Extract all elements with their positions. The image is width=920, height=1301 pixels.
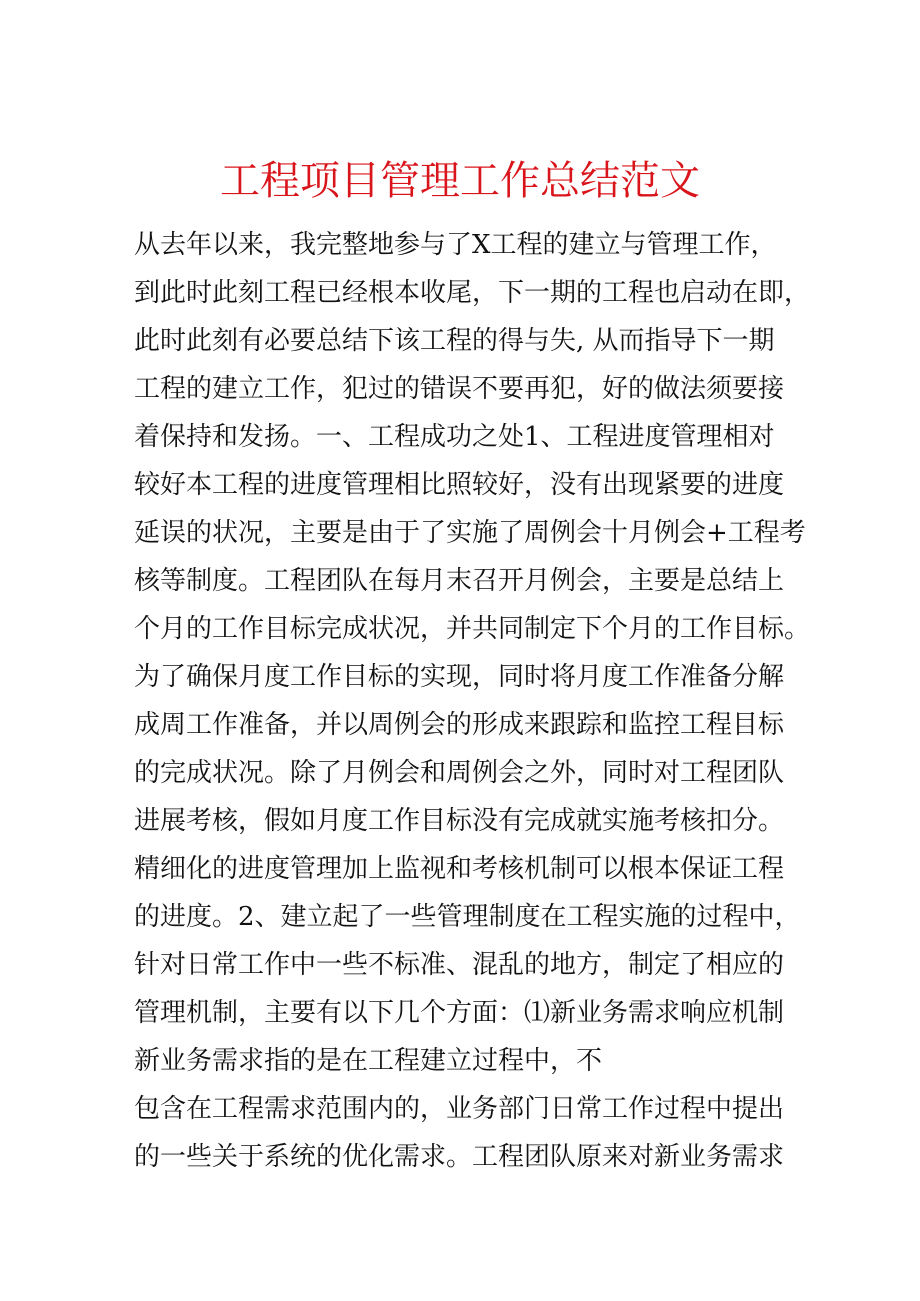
body-line: 着保持和发扬。一、工程成功之处1、工程进度管理相对 xyxy=(134,422,775,452)
body-line: 新业务需求指的是在工程建立过程中，不 xyxy=(134,1046,603,1076)
body-line: 此时此刻有必要总结下该工程的得与失, 从而指导下一期 xyxy=(134,326,775,356)
body-line: 的进度。2、建立起了一些管理制度在工程实施的过程中， xyxy=(134,902,801,932)
document-title: 工程项目管理工作总结范文 xyxy=(220,158,700,204)
body-line: 进展考核，假如月度工作目标没有完成就实施考核扣分。 xyxy=(134,806,785,836)
body-line: 从去年以来，我完整地参与了X工程的建立与管理工作， xyxy=(134,230,777,260)
body-line: 的一些关于系统的优化需求。工程团队原来对新业务需求 xyxy=(134,1142,785,1172)
body-line: 管理机制，主要有以下几个方面：⑴新业务需求响应机制 xyxy=(134,998,785,1028)
body-line: 成周工作准备，并以周例会的形成来跟踪和监控工程目标 xyxy=(134,710,785,740)
body-line: 为了确保月度工作目标的实现，同时将月度工作准备分解 xyxy=(134,662,785,692)
body-line: 的完成状况。除了月例会和周例会之外，同时对工程团队 xyxy=(134,758,785,788)
body-line: 包含在工程需求范围内的，业务部门日常工作过程中提出 xyxy=(134,1094,785,1124)
document-body xyxy=(134,221,814,1181)
body-line: 延误的状况，主要是由于了实施了周例会十月例会+工程考 xyxy=(134,518,806,548)
body-line: 针对日常工作中一些不标准、混乱的地方，制定了相应的 xyxy=(134,950,785,980)
body-line: 核等制度。工程团队在每月末召开月例会，主要是总结上 xyxy=(134,566,785,596)
body-line: 个月的工作目标完成状况，并共同制定下个月的工作目标。 xyxy=(134,614,811,644)
body-line: 较好本工程的进度管理相比照较好，没有出现紧要的进度 xyxy=(134,470,785,500)
body-line: 精细化的进度管理加上监视和考核机制可以根本保证工程 xyxy=(134,854,785,884)
body-line: 到此时此刻工程已经根本收尾，下一期的工程也启动在即， xyxy=(134,278,811,308)
body-line: 工程的建立工作，犯过的错误不要再犯，好的做法须要接 xyxy=(134,374,785,404)
